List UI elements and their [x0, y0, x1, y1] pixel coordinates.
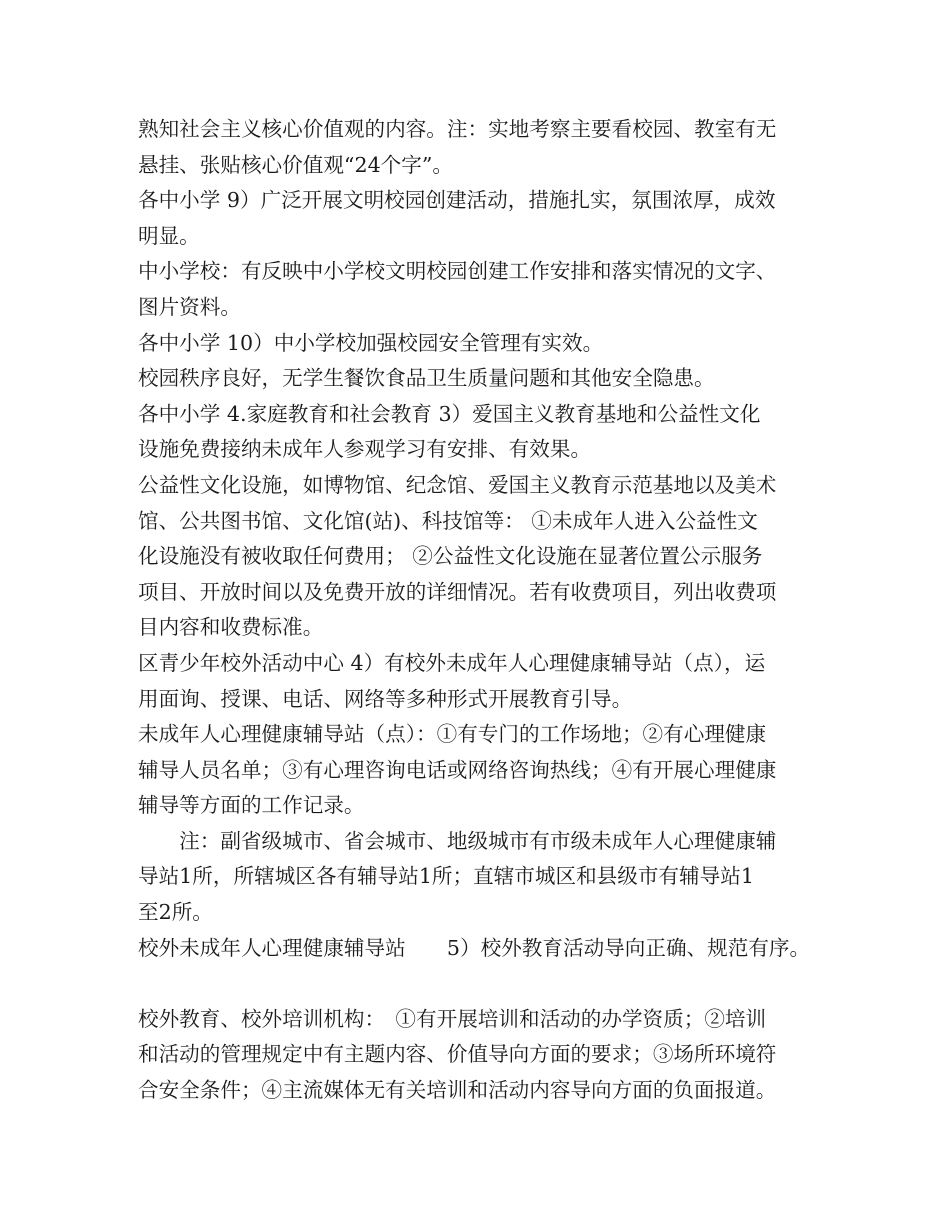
text-line: 辅导人员名单；③有心理咨询电话或网络咨询热线；④有开展心理健康 — [138, 757, 777, 782]
text-line: 化设施没有被收取任何费用； ②公益性文化设施在显著位置公示服务 — [138, 544, 763, 569]
text-line: 合安全条件；④主流媒体无有关培训和活动内容导向方面的负面报道。 — [138, 1078, 777, 1103]
text-line: 校外教育、校外培训机构： ①有开展培训和活动的办学资质；②培训 — [138, 1006, 767, 1031]
text-line: 各中小学 4.家庭教育和社会教育 3）爱国主义教育基地和公益性文化 — [138, 401, 761, 426]
text-line: 校外未成年人心理健康辅导站 5）校外教育活动导向正确、规范有序。 — [138, 935, 811, 960]
text-line: 至2所。 — [138, 900, 213, 925]
blank-line — [138, 966, 838, 1002]
document-body — [138, 112, 838, 1109]
text-line: 悬挂、张贴核心价值观“24个字”。 — [138, 152, 453, 177]
text-line: 公益性文化设施，如博物馆、纪念馆、爱国主义教育示范基地以及美术 — [138, 472, 777, 497]
text-line: 导站1所，所辖城区各有辅导站1所；直辖市城区和县级市有辅导站1 — [138, 864, 754, 889]
text-line: 用面询、授课、电话、网络等多种形式开展教育引导。 — [138, 686, 633, 711]
text-line: 辅导等方面的工作记录。 — [138, 793, 365, 818]
text-line: 馆、公共图书馆、文化馆(站)、科技馆等： ①未成年人进入公益性文 — [138, 508, 758, 533]
text-line: 中小学校：有反映中小学校文明校园创建工作安排和落实情况的文字、 — [138, 259, 777, 284]
text-line: 图片资料。 — [138, 294, 241, 319]
text-line: 各中小学 10）中小学校加强校园安全管理有实效。 — [138, 330, 604, 355]
text-line: 明显。 — [138, 223, 200, 248]
text-line: 设施免费接纳未成年人参观学习有安排、有效果。 — [138, 437, 592, 462]
text-line: 区青少年校外活动中心 4）有校外未成年人心理健康辅导站（点），运 — [138, 650, 766, 675]
text-line: 目内容和收费标准。 — [138, 615, 324, 640]
text-line: 熟知社会主义核心价值观的内容。注：实地考察主要看校园、教室有无 — [138, 117, 777, 141]
text-line: 校园秩序良好，无学生餐饮食品卫生质量问题和其他安全隐患。 — [138, 366, 715, 391]
text-line: 项目、开放时间以及免费开放的详细情况。若有收费项目，列出收费项 — [138, 579, 777, 604]
text-line: 和活动的管理规定中有主题内容、价值导向方面的要求；③场所环境符 — [138, 1042, 777, 1067]
text-line: 注：副省级城市、省会城市、地级城市有市级未成年人心理健康辅 — [138, 828, 777, 853]
text-line: 各中小学 9）广泛开展文明校园创建活动，措施扎实，氛围浓厚，成效 — [138, 188, 776, 213]
text-line: 未成年人心理健康辅导站（点）：①有专门的工作场地；②有心理健康 — [138, 722, 767, 747]
